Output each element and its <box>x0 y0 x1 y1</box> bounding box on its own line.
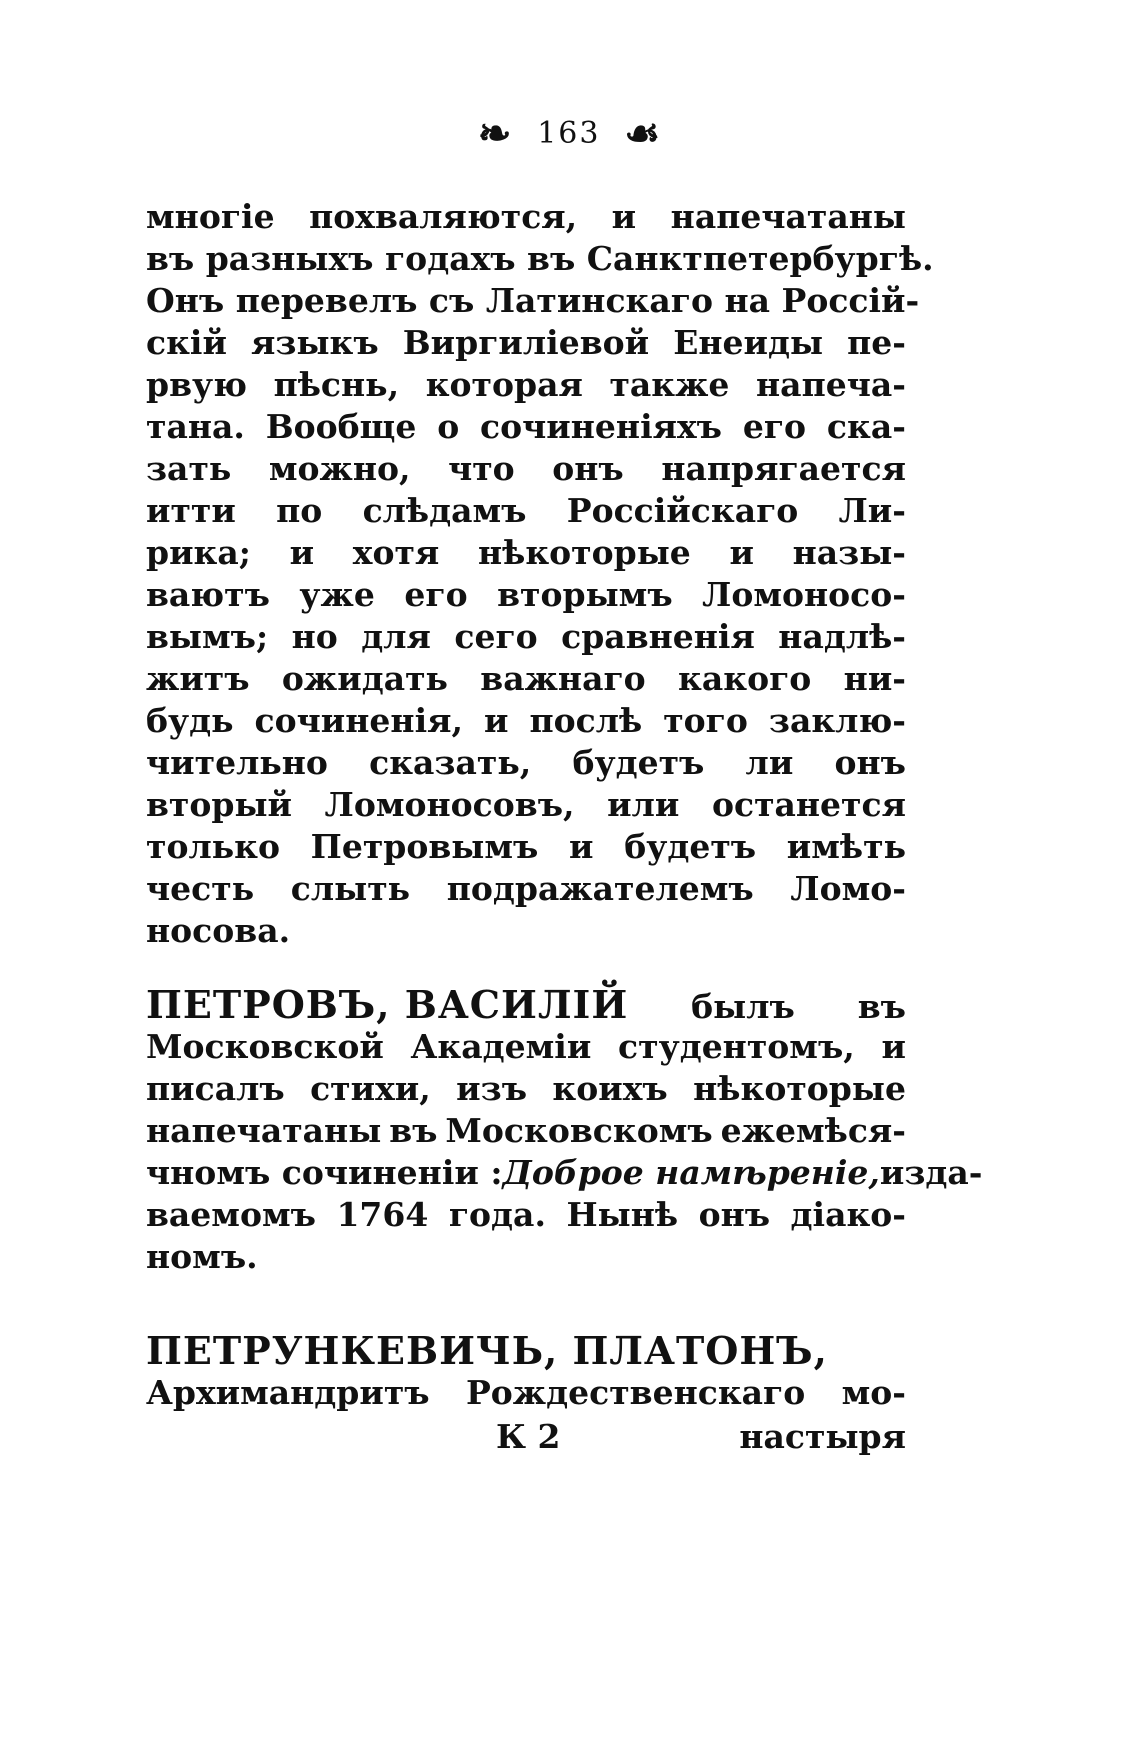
word: для <box>361 617 431 656</box>
word: вымъ; <box>146 617 269 656</box>
word: Московской <box>146 1027 384 1066</box>
word: изда- <box>879 1153 983 1192</box>
word: которая <box>425 365 583 404</box>
word: также <box>609 365 730 404</box>
word: будь <box>146 701 234 740</box>
text-line <box>146 322 906 364</box>
word: ска- <box>826 407 906 446</box>
text-line <box>146 658 906 700</box>
text-line <box>146 826 906 868</box>
word: Ли- <box>838 491 906 530</box>
word: заклю- <box>768 701 906 740</box>
word: хотя <box>352 533 440 572</box>
text-line <box>146 532 906 574</box>
word: слѣдамъ <box>362 491 527 530</box>
word: вторый <box>146 785 293 824</box>
text-line <box>146 742 906 784</box>
word: многіе <box>146 197 275 236</box>
word: или <box>607 785 680 824</box>
word: Ломоносо- <box>702 575 906 614</box>
word: Ломо- <box>790 869 906 908</box>
word: итти <box>146 491 236 530</box>
word: нѣкоторые <box>693 1069 906 1108</box>
entry-heading-line <box>146 1330 906 1372</box>
word: сочиненія, <box>254 701 463 740</box>
word: важнаго <box>480 659 646 698</box>
text-line <box>146 784 906 826</box>
word: будетъ <box>624 827 757 866</box>
word: онъ <box>834 743 906 782</box>
word: въ разныхъ годахъ въ Санктпетербургѣ. <box>146 239 934 278</box>
word: ваютъ <box>146 575 270 614</box>
text-line <box>146 196 906 238</box>
entry-petrov <box>146 982 983 1278</box>
text-line <box>146 448 906 490</box>
word: ежемѣся- <box>720 1111 906 1150</box>
word: похваляются, <box>309 197 578 236</box>
word: нѣкоторые <box>477 533 691 572</box>
word: Доброе намѣреніе, <box>502 1153 880 1192</box>
word: ожидать <box>281 659 448 698</box>
text-line <box>146 868 906 910</box>
word: онъ <box>698 1195 771 1234</box>
word: сказать, <box>369 743 532 782</box>
word: языкъ <box>251 323 379 362</box>
text-line <box>146 700 906 742</box>
word: въ <box>389 1111 438 1150</box>
word: Енеиды <box>673 323 824 362</box>
entry-heading-line <box>146 984 906 1026</box>
word: пе- <box>847 323 906 362</box>
word: и <box>881 1027 906 1066</box>
word: Нынѣ <box>566 1195 679 1234</box>
word: послѣ <box>529 701 643 740</box>
word: что <box>448 449 515 488</box>
text-line <box>146 238 934 280</box>
word: ваемомъ <box>146 1195 316 1234</box>
word: онъ <box>552 449 624 488</box>
word: Ломоносовъ, <box>324 785 575 824</box>
text-line <box>146 574 906 616</box>
text-line <box>146 1152 983 1194</box>
word: и <box>611 197 637 236</box>
text-line <box>146 1110 906 1152</box>
entry-heading: ПЕТРУНКЕВИЧЬ, ПЛАТОНЪ, <box>146 1328 828 1373</box>
word: Рождественскаго <box>465 1373 806 1412</box>
word: Московскомъ <box>445 1111 713 1150</box>
word: номъ. <box>146 1237 258 1276</box>
text-line <box>146 1236 906 1278</box>
word: какого <box>678 659 812 698</box>
signature-row <box>146 1416 906 1458</box>
right-ornament-icon: ☙ <box>624 110 663 157</box>
word: года. <box>448 1195 546 1234</box>
text-line <box>146 910 906 952</box>
word: того <box>663 701 748 740</box>
word: напечатаны <box>670 197 906 236</box>
text-line <box>146 364 906 406</box>
word: рвую <box>146 365 247 404</box>
word: Вообще <box>265 407 417 446</box>
word: его <box>742 407 807 446</box>
heading-word: въ <box>857 987 906 1026</box>
word: уже <box>299 575 375 614</box>
word: можно, <box>268 449 411 488</box>
word: изъ <box>456 1069 528 1108</box>
word: Петровымъ <box>310 827 539 866</box>
word: Онъ перевелъ съ Латинскаго на Россій- <box>146 281 920 320</box>
word: сравненія <box>561 617 755 656</box>
word: но <box>291 617 338 656</box>
catchword: настыря <box>739 1417 906 1456</box>
word: о <box>437 407 460 446</box>
text-line <box>146 616 906 658</box>
word: Россійскаго <box>566 491 799 530</box>
word: и <box>483 701 509 740</box>
text-line <box>146 490 906 532</box>
word: діако- <box>790 1195 906 1234</box>
word: и <box>569 827 594 866</box>
word: будетъ <box>572 743 705 782</box>
word: напеча- <box>756 365 906 404</box>
word: подражателемъ <box>446 869 754 908</box>
word: его <box>404 575 468 614</box>
word: мо- <box>841 1373 906 1412</box>
word: вторымъ <box>497 575 673 614</box>
page-number: 163 <box>537 116 601 151</box>
word: Академіи <box>410 1027 592 1066</box>
word: ли <box>745 743 794 782</box>
word: пѣснь, <box>273 365 400 404</box>
paragraph-continuation <box>146 196 934 952</box>
word: ни- <box>843 659 906 698</box>
word: останется <box>711 785 906 824</box>
word: носова. <box>146 911 291 950</box>
left-ornament-icon: ❧ <box>477 110 514 157</box>
word: честь <box>146 869 255 908</box>
word: чительно <box>146 743 328 782</box>
word: назы- <box>792 533 906 572</box>
word: зать <box>146 449 232 488</box>
entry-heading: ПЕТРОВЪ, ВАСИЛІЙ <box>146 982 629 1027</box>
word: и <box>289 533 315 572</box>
word: 1764 <box>336 1195 429 1234</box>
word: надлѣ- <box>778 617 906 656</box>
entry-petrunkevich <box>146 1330 906 1414</box>
word: чномъ сочиненіи : <box>146 1153 503 1192</box>
text-line <box>146 1194 906 1236</box>
word: Архимандритъ <box>146 1373 430 1412</box>
text-line <box>146 280 920 322</box>
word: сочиненіяхъ <box>480 407 722 446</box>
word: рика; <box>146 533 251 572</box>
word: коихъ <box>552 1069 668 1108</box>
word: житъ <box>146 659 250 698</box>
word: напрягается <box>661 449 906 488</box>
text-line <box>146 406 906 448</box>
word: только <box>146 827 280 866</box>
heading-word: былъ <box>691 987 795 1026</box>
word: тана. <box>146 407 245 446</box>
word: студентомъ, <box>618 1027 855 1066</box>
text-line <box>146 1068 906 1110</box>
word: писалъ <box>146 1069 285 1108</box>
word: Виргиліевой <box>402 323 650 362</box>
word: имѣть <box>786 827 906 866</box>
text-line <box>146 1026 906 1068</box>
word: по <box>276 491 323 530</box>
word: и <box>729 533 754 572</box>
text-line <box>146 1372 906 1414</box>
word: стихи, <box>310 1069 431 1108</box>
footer-line <box>146 1416 906 1458</box>
word: сего <box>454 617 538 656</box>
word: слыть <box>290 869 411 908</box>
word: скій <box>146 323 227 362</box>
running-head <box>0 110 1140 157</box>
word: напечатаны <box>146 1111 382 1150</box>
signature-mark: К 2 <box>496 1417 561 1456</box>
